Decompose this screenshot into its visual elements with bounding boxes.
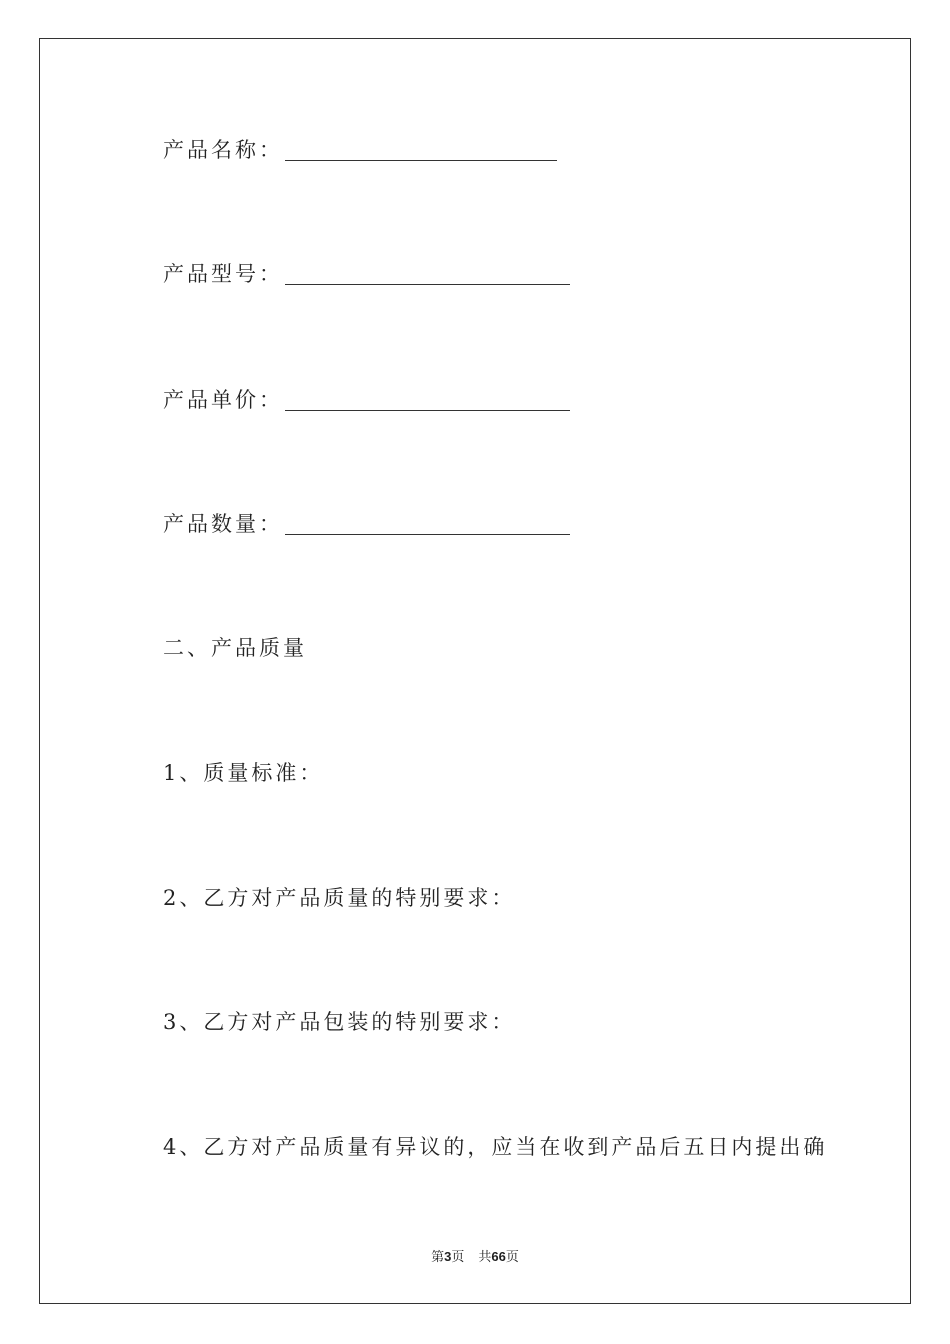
field-label: 产品名称： <box>163 138 283 162</box>
page-footer <box>0 1250 950 1264</box>
fill-in-blank[interactable] <box>285 392 570 411</box>
fill-in-blank[interactable] <box>285 142 557 161</box>
page-border <box>39 38 911 1304</box>
total-prefix: 共 <box>478 1250 492 1265</box>
page-suffix: 页 <box>451 1250 465 1265</box>
field-label: 产品型号： <box>163 262 283 286</box>
total-pages: 66 <box>491 1249 506 1264</box>
field-product-model <box>163 264 570 285</box>
clause-item: 3、乙方对产品包装的特别要求： <box>163 1010 516 1034</box>
clause-item: 2、乙方对产品质量的特别要求： <box>163 886 516 910</box>
page-number: 3 <box>444 1249 452 1264</box>
section-heading: 二、产品质量 <box>163 636 307 660</box>
page-prefix: 第 <box>431 1250 445 1265</box>
clause-item: 1、质量标准： <box>163 761 324 785</box>
field-product-name <box>163 140 557 161</box>
fill-in-blank[interactable] <box>285 516 570 535</box>
field-label: 产品数量： <box>163 512 283 536</box>
clause-item: 4、乙方对产品质量有异议的，应当在收到产品后五日内提出确 <box>163 1135 828 1159</box>
field-label: 产品单价： <box>163 388 283 412</box>
fill-in-blank[interactable] <box>285 266 570 285</box>
field-quantity <box>163 514 570 535</box>
total-suffix: 页 <box>505 1250 519 1265</box>
field-unit-price <box>163 390 570 411</box>
